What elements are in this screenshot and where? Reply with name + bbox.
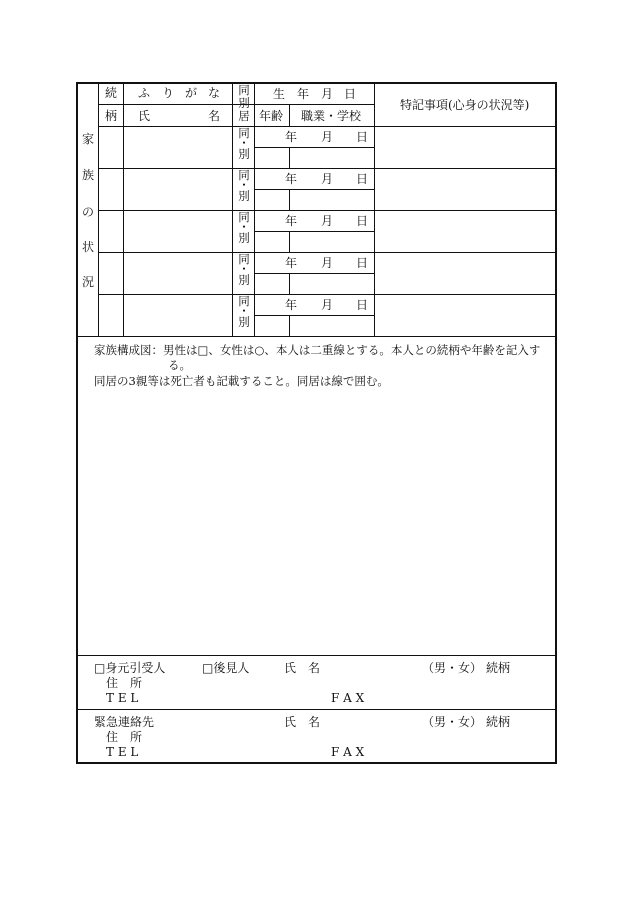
guardian-checkbox[interactable]: □後見人 — [202, 661, 250, 675]
cohabit-header: 同 別 居 — [238, 83, 250, 123]
table-bottom-line — [78, 336, 557, 337]
row1-age-line — [289, 147, 290, 168]
emergency-name-label: 氏 名 — [284, 715, 321, 729]
guarantor-checkbox[interactable]: □身元引受人 — [94, 661, 166, 675]
row3-month: 月 — [321, 214, 334, 228]
row5-year: 年 — [285, 298, 298, 312]
cohabit-col-line — [254, 84, 255, 336]
row1-year: 年 — [285, 130, 298, 144]
row2-bottom-line — [98, 210, 557, 211]
row5-month: 月 — [321, 298, 334, 312]
guarantor-name-label: 氏 名 — [284, 661, 321, 675]
name-header-1: 氏 — [138, 109, 151, 123]
row2-day: 日 — [356, 172, 369, 186]
side-label-5: 況 — [82, 275, 95, 289]
relation-header-top: 続 — [105, 86, 118, 100]
row4-age-line — [289, 273, 290, 294]
side-label-2: 族 — [82, 168, 95, 182]
row3-mid-line — [254, 231, 375, 232]
row4-day: 日 — [356, 256, 369, 270]
emergency-fax-label: F A X — [331, 745, 365, 759]
emergency-sex[interactable]: （男・女） — [422, 715, 483, 729]
name-header-2: 名 — [208, 109, 221, 123]
furigana-4: な — [208, 86, 221, 100]
row4-cohabit[interactable]: 同 ・ 別 — [238, 252, 250, 287]
row1-day: 日 — [356, 130, 369, 144]
diagram-note-line1b: る。 — [168, 358, 191, 372]
guarantor-bottom-line — [78, 709, 557, 710]
guarantor-sex[interactable]: （男・女） — [422, 661, 483, 675]
age-header: 年齢 — [259, 109, 284, 123]
row1-bottom-line — [98, 168, 557, 169]
row3-day: 日 — [356, 214, 369, 228]
guarantor-tel-label: T E L — [106, 691, 139, 705]
guarantor-address-label: 住 所 — [106, 676, 143, 690]
row4-bottom-line — [98, 294, 557, 295]
notes-col-line — [374, 84, 375, 336]
side-label-3: の — [82, 205, 95, 219]
birth-header-2: 年 — [297, 87, 310, 101]
row2-year: 年 — [285, 172, 298, 186]
family-status-form — [76, 82, 557, 764]
row4-month: 月 — [321, 256, 334, 270]
emergency-address-label: 住 所 — [106, 730, 143, 744]
birth-header-1: 生 — [273, 87, 286, 101]
row1-mid-line — [254, 147, 375, 148]
row2-month: 月 — [321, 172, 334, 186]
row2-mid-line — [254, 189, 375, 190]
header-bottom-line — [98, 126, 557, 127]
emergency-title: 緊急連絡先 — [94, 715, 155, 729]
furigana-2: り — [162, 86, 175, 100]
guarantor-fax-label: F A X — [331, 691, 365, 705]
guarantor-relation-label: 続柄 — [486, 661, 511, 675]
emergency-tel-label: T E L — [106, 745, 139, 759]
age-job-header-line — [289, 104, 290, 126]
diagram-note-line1: 家族構成図：男性は□、女性は○、本人は二重線とする。本人との続柄や年齢を記入す — [94, 343, 541, 357]
row5-day: 日 — [356, 298, 369, 312]
name-col-line — [232, 84, 233, 336]
birth-header-3: 月 — [321, 87, 334, 101]
row2-age-line — [289, 189, 290, 210]
row1-month: 月 — [321, 130, 334, 144]
row3-year: 年 — [285, 214, 298, 228]
side-label-line — [98, 84, 99, 336]
row1-cohabit[interactable]: 同 ・ 別 — [238, 126, 250, 161]
diagram-bottom-line — [78, 655, 557, 656]
birth-header-4: 日 — [344, 87, 357, 101]
relation-header-bottom: 柄 — [105, 109, 118, 123]
relation-col-line — [123, 84, 124, 336]
row4-year: 年 — [285, 256, 298, 270]
header-divider-birth — [254, 104, 375, 105]
diagram-note-line2: 同居の3親等は死亡者も記載すること。同居は線で囲む。 — [94, 374, 389, 388]
row5-mid-line — [254, 315, 375, 316]
row5-age-line — [289, 315, 290, 336]
row3-bottom-line — [98, 252, 557, 253]
row4-mid-line — [254, 273, 375, 274]
row5-cohabit[interactable]: 同 ・ 別 — [238, 294, 250, 329]
notes-header: 特記事項(心身の状況等) — [400, 98, 530, 112]
row3-cohabit[interactable]: 同 ・ 別 — [238, 210, 250, 245]
row2-cohabit[interactable]: 同 ・ 別 — [238, 168, 250, 203]
furigana-3: が — [185, 86, 198, 100]
furigana-1: ふ — [138, 86, 151, 100]
job-header: 職業・学校 — [301, 109, 362, 123]
side-label-1: 家 — [82, 132, 95, 146]
emergency-relation-label: 続柄 — [486, 715, 511, 729]
side-label-4: 状 — [82, 240, 95, 254]
row3-age-line — [289, 231, 290, 252]
